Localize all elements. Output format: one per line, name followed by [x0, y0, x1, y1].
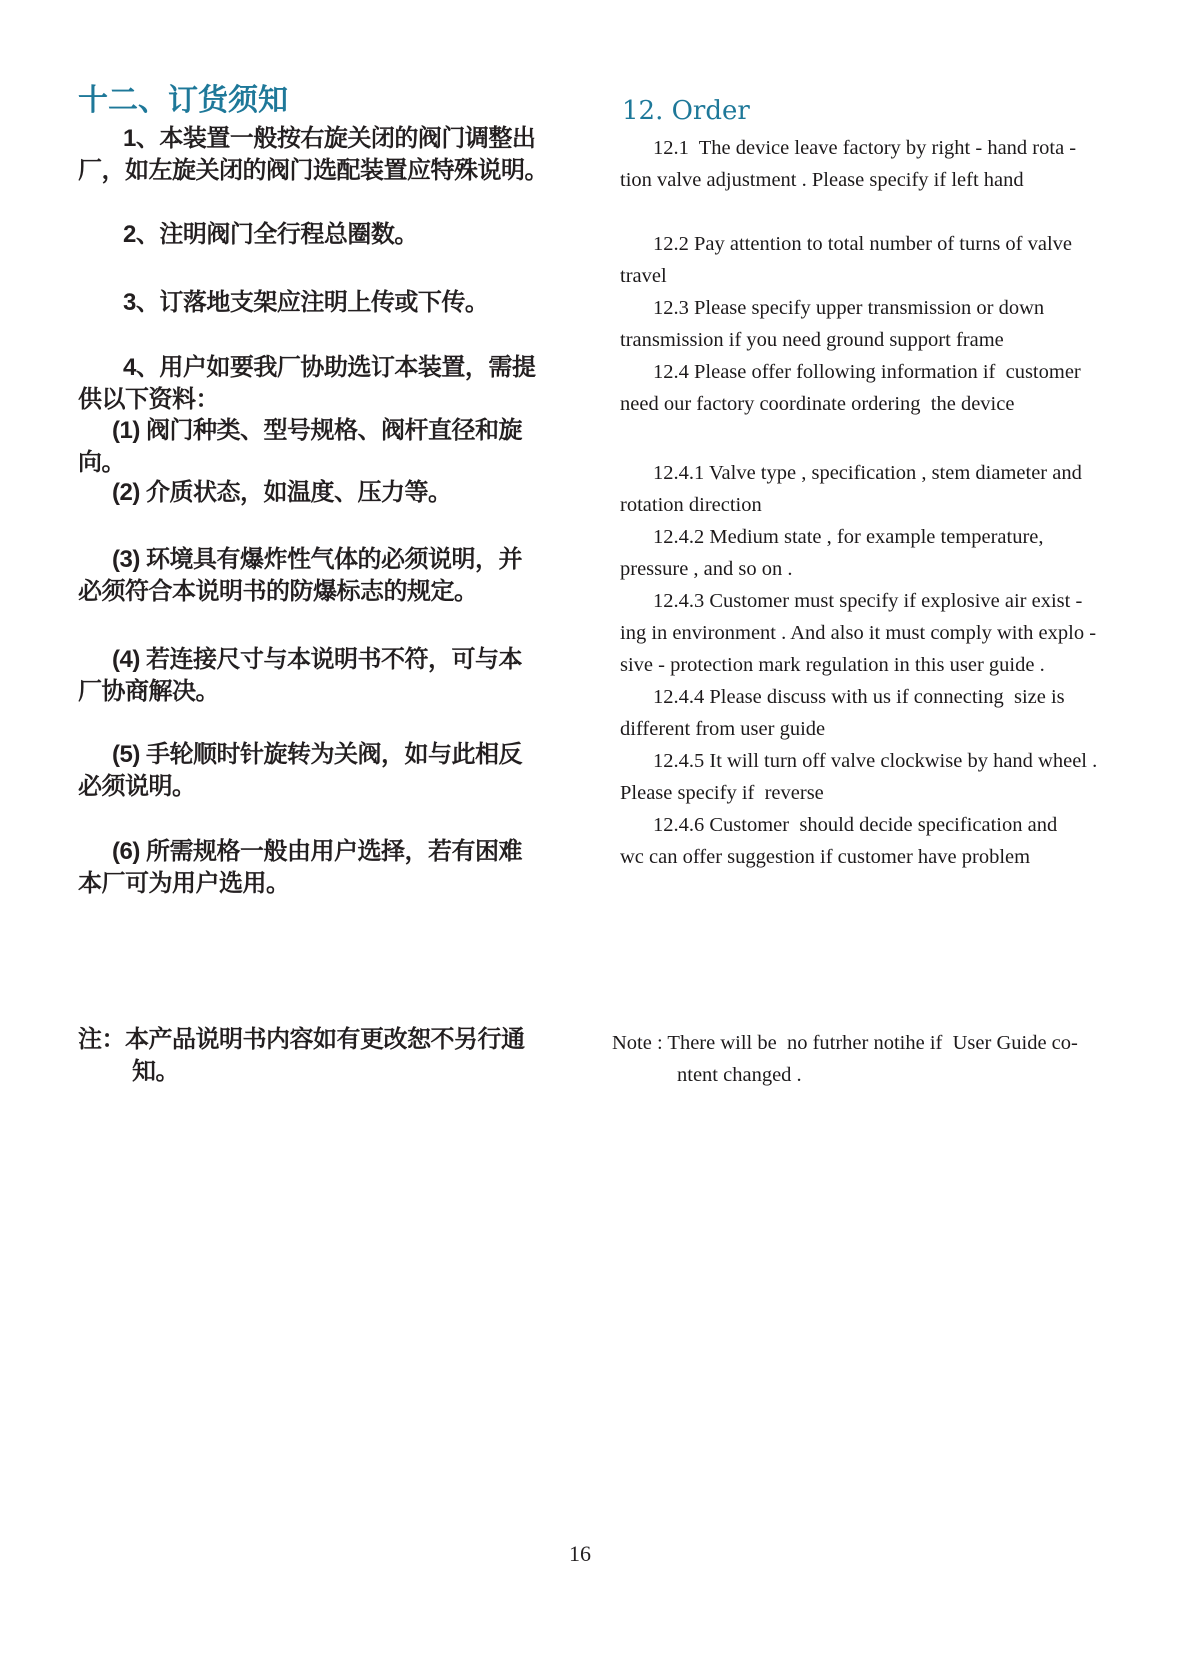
text-line: 12.4.6 Customer should decide specification and	[653, 814, 1058, 836]
text-line: 必须说明。	[78, 773, 196, 800]
text-line: different from user guide	[620, 718, 826, 740]
cn-paragraph-10	[78, 836, 570, 900]
en-paragraph-12-4	[620, 356, 1120, 420]
page-number: 16	[569, 1541, 591, 1566]
cn-paragraph-8	[78, 644, 570, 708]
cn-paragraph-2	[78, 219, 570, 251]
text-line: 12.3 Please specify upper transmission or down	[653, 297, 1045, 319]
section-title-cn: 十二、订货须知	[78, 84, 288, 117]
text-line: 供以下资料：	[78, 386, 219, 413]
cn-paragraph-4	[78, 352, 570, 416]
text-line: 厂协商解决。	[78, 678, 219, 705]
text-line: rotation direction	[620, 494, 762, 516]
cn-paragraph-6	[78, 477, 570, 509]
text-line: 3、订落地支架应注明上传或下传。	[123, 289, 489, 316]
text-line: Note : There will be no futrher notihe if User Guide co-	[612, 1032, 1078, 1054]
text-line: (2) 介质状态，如温度、压力等。	[112, 479, 452, 506]
text-line: 2、注明阀门全行程总圈数。	[123, 221, 418, 248]
en-paragraph-12-3	[620, 292, 1120, 356]
en-paragraph-12-4-5	[620, 745, 1120, 809]
en-paragraph-12-1	[620, 132, 1120, 196]
text-line: (4) 若连接尺寸与本说明书不符，可与本	[112, 646, 522, 673]
text-line: 知。	[132, 1058, 179, 1085]
en-paragraph-12-4-1	[620, 457, 1120, 521]
en-note	[612, 1027, 1112, 1091]
text-line: (6) 所需规格一般由用户选择，若有困难	[112, 838, 522, 865]
cn-paragraph-3	[78, 287, 570, 319]
en-paragraph-12-4-3	[620, 585, 1120, 681]
text-line: 12.4.4 Please discuss with us if connecting size is	[653, 686, 1065, 708]
text-line: ntent changed .	[677, 1064, 802, 1086]
text-line: ing in environment . And also it must comply with explo -	[620, 622, 1097, 644]
cn-paragraph-7	[78, 544, 570, 608]
en-paragraph-12-2	[620, 228, 1120, 292]
text-line: 12.4.5 It will turn off valve clockwise by hand wheel .	[653, 750, 1098, 772]
text-line: tion valve adjustment . Please specify if left hand	[620, 169, 1024, 191]
text-line: 12.4.2 Medium state , for example temperature,	[653, 526, 1044, 548]
text-line: 4、用户如要我厂协助选订本装置，需提	[123, 354, 536, 381]
text-line: 1、本装置一般按右旋关闭的阀门调整出	[123, 125, 536, 152]
text-line: 注：本产品说明书内容如有更改恕不另行通	[78, 1026, 525, 1053]
text-line: need our factory coordinate ordering the device	[620, 393, 1015, 415]
en-paragraph-12-4-2	[620, 521, 1120, 585]
text-line: 12.1 The device leave factory by right - hand rota -	[653, 137, 1077, 159]
text-line: wc can offer suggestion if customer have problem	[620, 846, 1031, 868]
text-line: (1) 阀门种类、型号规格、阀杆直径和旋	[112, 417, 522, 444]
text-line: 厂，如左旋关闭的阀门选配装置应特殊说明。	[78, 157, 548, 184]
text-line: sive - protection mark regulation in this user guide .	[620, 654, 1045, 676]
section-title-en: 12. Order	[622, 96, 750, 126]
text-line: 12.4.1 Valve type , specification , stem diameter and	[653, 462, 1082, 484]
text-line: pressure , and so on .	[620, 558, 793, 580]
text-line: 本厂可为用户选用。	[78, 870, 290, 897]
cn-paragraph-9	[78, 739, 570, 803]
text-line: (5) 手轮顺时针旋转为关阀，如与此相反	[112, 741, 522, 768]
text-line: Please specify if reverse	[620, 782, 824, 804]
text-line: transmission if you need ground support frame	[620, 329, 1004, 351]
cn-paragraph-5	[78, 415, 570, 479]
text-line: 必须符合本说明书的防爆标志的规定。	[78, 578, 478, 605]
text-line: 12.4.3 Customer must specify if explosive air exist -	[653, 590, 1083, 612]
text-line: 12.2 Pay attention to total number of turns of valve	[653, 233, 1073, 255]
en-paragraph-12-4-6	[620, 809, 1120, 873]
text-line: travel	[620, 265, 667, 287]
cn-paragraph-1	[78, 123, 570, 187]
text-line: 向。	[78, 449, 125, 476]
text-line: 12.4 Please offer following information if customer	[653, 361, 1081, 383]
text-line: (3) 环境具有爆炸性气体的必须说明，并	[112, 546, 522, 573]
cn-note	[78, 1024, 570, 1088]
en-paragraph-12-4-4	[620, 681, 1120, 745]
